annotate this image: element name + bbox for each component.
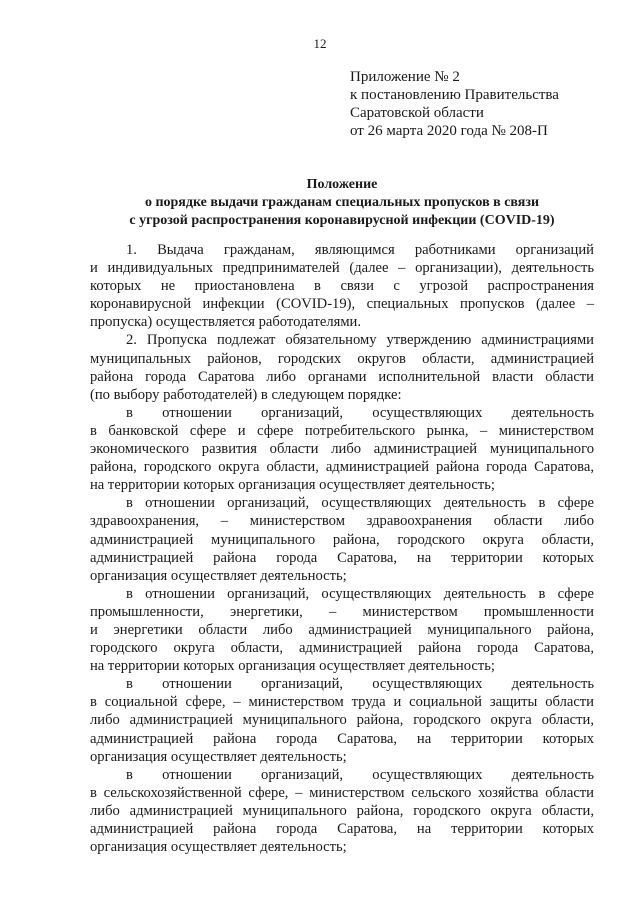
text-line: в банковской сфере и сфере потребительского рынка, – министерством bbox=[90, 422, 594, 439]
text-line: администрацией района города Саратова, на территории которых bbox=[90, 730, 594, 747]
text-line: организация осуществляет деятельность; bbox=[90, 748, 347, 765]
text-line: либо администрацией муниципального района, городского округа области, bbox=[90, 712, 594, 729]
text-line: в социальной сфере, – министерством труда и социальной защиты области bbox=[90, 694, 594, 711]
text-line: района, городского округа области, администрацией района города Саратова, bbox=[90, 459, 594, 476]
text-line: (по выбору работодателей) в следующем порядке: bbox=[90, 386, 402, 403]
text-line: в отношении организаций, осуществляющих деятельность в сфере bbox=[126, 495, 594, 512]
text-line: которых не приостановлена в связи с угрозой распространения bbox=[90, 278, 594, 295]
text-line: в отношении организаций, осуществляющих деятельность в сфере bbox=[126, 585, 594, 602]
text-line: в сельскохозяйственной сфере, – министерством сельского хозяйства области bbox=[90, 784, 594, 801]
text-line: 1. Выдача гражданам, являющимся работниками организаций bbox=[126, 242, 594, 258]
text-line: администрацией района города Саратова, на территории которых bbox=[90, 549, 594, 566]
paragraph-agriculture bbox=[90, 766, 594, 856]
page-number: 12 bbox=[313, 36, 327, 51]
appendix-line: Приложение № 2 bbox=[350, 69, 460, 85]
document-title bbox=[90, 176, 594, 230]
paragraph-industry bbox=[90, 585, 594, 675]
document-body bbox=[90, 241, 594, 856]
text-line: и энергетики области либо администрацией муниципального района, bbox=[90, 621, 594, 638]
text-line: в отношении организаций, осуществляющих деятельность bbox=[126, 676, 594, 693]
text-line: городского округа области, администрацией района города Саратова, bbox=[90, 640, 594, 657]
appendix-line: к постановлению Правительства bbox=[350, 87, 559, 103]
appendix-line: от 26 марта 2020 года № 208-П bbox=[350, 123, 548, 139]
text-line: в отношении организаций, осуществляющих деятельность bbox=[126, 404, 594, 421]
paragraph-1 bbox=[90, 241, 594, 331]
text-line: промышленности, энергетики, – министерством промышленности bbox=[90, 603, 594, 620]
text-line: администрацией района города Саратова, на территории которых bbox=[90, 821, 594, 837]
text-line: пропуска) осуществляется работодателями. bbox=[90, 314, 362, 331]
text-line: 2. Пропуска подлежат обязательному утверждению администрациями bbox=[126, 332, 594, 349]
appendix-header bbox=[350, 68, 559, 140]
paragraph-social bbox=[90, 675, 594, 765]
text-line: организация осуществляет деятельность; bbox=[90, 567, 347, 584]
title-line: с угрозой распространения коронавирусной инфекции (COVID-19) bbox=[129, 213, 555, 228]
paragraph-banking bbox=[90, 404, 594, 494]
text-line: в отношении организаций, осуществляющих деятельность bbox=[126, 766, 594, 783]
title-line: о порядке выдачи гражданам специальных пропусков в связи bbox=[144, 195, 540, 210]
text-line: экономического развития области либо администрацией муниципального bbox=[90, 441, 594, 458]
title-line: Положение bbox=[306, 177, 378, 192]
text-line: района города Саратова либо органами исполнительной власти области bbox=[90, 368, 594, 385]
text-line: коронавирусной инфекции (COVID-19), специальных пропусков (далее – bbox=[90, 296, 594, 313]
text-line: здравоохранения, – министерством здравоохранения области либо bbox=[90, 513, 594, 530]
text-line: и индивидуальных предпринимателей (далее – организации), деятельность bbox=[90, 260, 594, 277]
appendix-line: Саратовской области bbox=[350, 105, 484, 121]
text-line: администрацией муниципального района, городского округа области, bbox=[90, 531, 594, 548]
paragraph-2 bbox=[90, 331, 594, 403]
text-line: муниципальных районов, городских округов области, администрацией bbox=[90, 350, 594, 367]
text-line: на территории которых организация осуществляет деятельность; bbox=[90, 658, 495, 675]
text-line: организация осуществляет деятельность; bbox=[90, 839, 347, 856]
paragraph-healthcare bbox=[90, 494, 594, 584]
text-line: либо администрацией муниципального района, городского округа области, bbox=[90, 802, 594, 819]
text-line: на территории которых организация осуществляет деятельность; bbox=[90, 477, 495, 494]
